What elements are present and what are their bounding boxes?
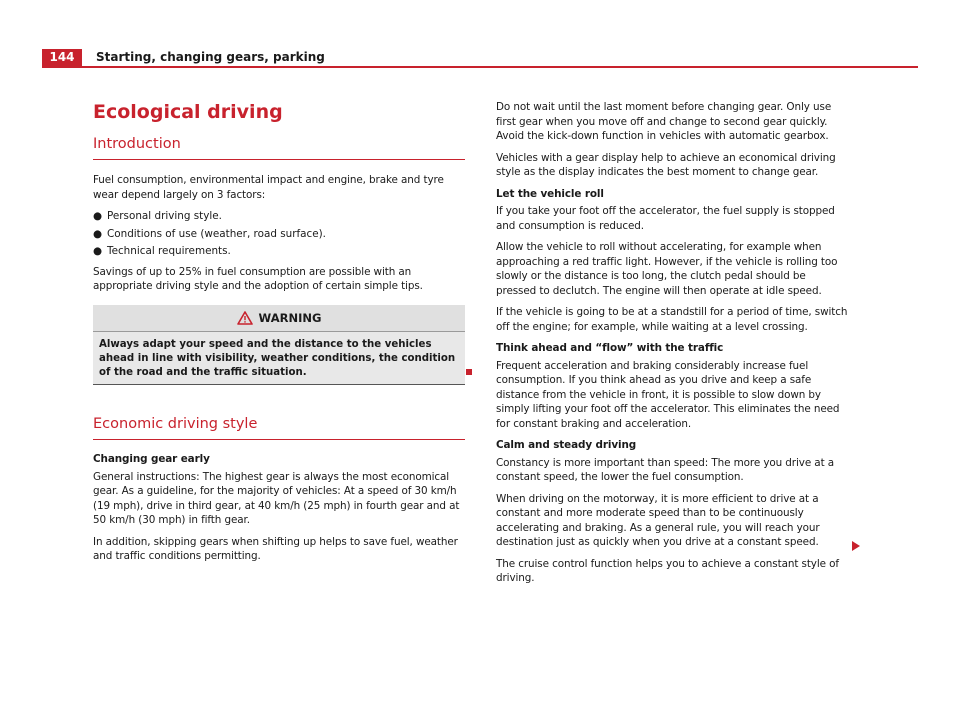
flow-paragraph: Frequent acceleration and braking considerably increase fuel consumption. If you think ahead as you drive and keep a safe distance from the vehicle in front, it is possible to slow down by simply lifting your foot off the accelerator. This eliminates the need for constant braking and acceleration. (496, 359, 840, 430)
flow-subheading: Think ahead and “flow” with the traffic (496, 342, 724, 354)
gear-display-paragraph: Vehicles with a gear display help to achieve an economical driving style as the display indicates the best moment to change gear. (496, 151, 836, 178)
calm-paragraph-1: Constancy is more important than speed: The more you drive at a constant speed, the lower the fuel consumption. (496, 456, 835, 483)
warning-text: Always adapt your speed and the distance to the vehicles ahead in line with visibility, weather conditions, the condition of the road and the traffic situation. (99, 338, 456, 378)
list-item: ● Conditions of use (weather, road surface). (93, 227, 326, 240)
warning-box (93, 305, 465, 385)
roll-subheading: Let the vehicle roll (496, 187, 604, 200)
calm-subheading: Calm and steady driving (496, 439, 637, 451)
section-end-marker (466, 369, 472, 375)
header-rule (42, 66, 918, 68)
bullet-icon: ● (93, 245, 103, 257)
gear-change-paragraph: Do not wait until the last moment before changing gear. Only use first gear when you move off and change to second gear quickly. Avoid the kick-down function in vehicles with automatic gearbox. (496, 101, 832, 142)
changing-gear-subheading: Changing gear early (93, 453, 210, 465)
bullet-icon: ● (93, 210, 103, 222)
continue-arrow-icon (852, 541, 860, 551)
running-header: Starting, changing gears, parking (96, 50, 325, 64)
factor-list (93, 209, 465, 259)
list-item: ● Personal driving style. (93, 210, 222, 222)
page-number: 144 (42, 49, 82, 66)
left-column (93, 96, 465, 385)
page-title: Ecological driving (93, 101, 283, 123)
economic-driving-heading: Economic driving style (93, 414, 465, 440)
warning-triangle-icon (237, 311, 253, 325)
economic-driving-section (93, 414, 465, 571)
skipping-gears-paragraph: In addition, skipping gears when shifting up helps to save fuel, weather and traffic conditions permitting. (93, 535, 458, 562)
savings-paragraph: Savings of up to 25% in fuel consumption are possible with an appropriate driving style and the adoption of certain simple tips. (93, 265, 423, 292)
cruise-control-paragraph: The cruise control function helps you to achieve a constant style of driving. (496, 557, 839, 584)
calm-paragraph-2: When driving on the motorway, it is more efficient to drive at a constant and more moderate speed than to be continuously accelerating and braking. As a general rule, you will reach your destination just as quickly when you drive at a constant speed. (496, 492, 820, 548)
warning-title: WARNING (258, 310, 322, 325)
warning-header (93, 305, 465, 332)
introduction-heading: Introduction (93, 134, 465, 160)
list-item: ● Technical requirements. (93, 245, 231, 257)
roll-paragraph-3: If the vehicle is going to be at a standstill for a period of time, switch off the engine; for example, while waiting at a level crossing. (496, 306, 848, 333)
intro-paragraph: Fuel consumption, environmental impact and engine, brake and tyre wear depend largely on 3 factors: (93, 174, 444, 201)
bullet-icon: ● (93, 227, 103, 240)
changing-gear-paragraph: General instructions: The highest gear is always the most economical gear. As a guideline, for the majority of vehicles: At a speed of 30 km/h (19 mph), drive in third gear, at 40 km/h (25 mph) in fourth gear and at 50 km/h (30 mph) in fifth gear. (93, 470, 460, 526)
right-column (496, 100, 848, 593)
roll-paragraph-1: If you take your foot off the accelerator, the fuel supply is stopped and consumption is reduced. (496, 205, 835, 232)
roll-paragraph-2: Allow the vehicle to roll without accelerating, for example when approaching a red traffic light. However, if the vehicle is rolling too slowly or the distance is too long, the clutch pedal should be pressed to declutch. The engine will then operate at idle speed. (496, 241, 838, 297)
